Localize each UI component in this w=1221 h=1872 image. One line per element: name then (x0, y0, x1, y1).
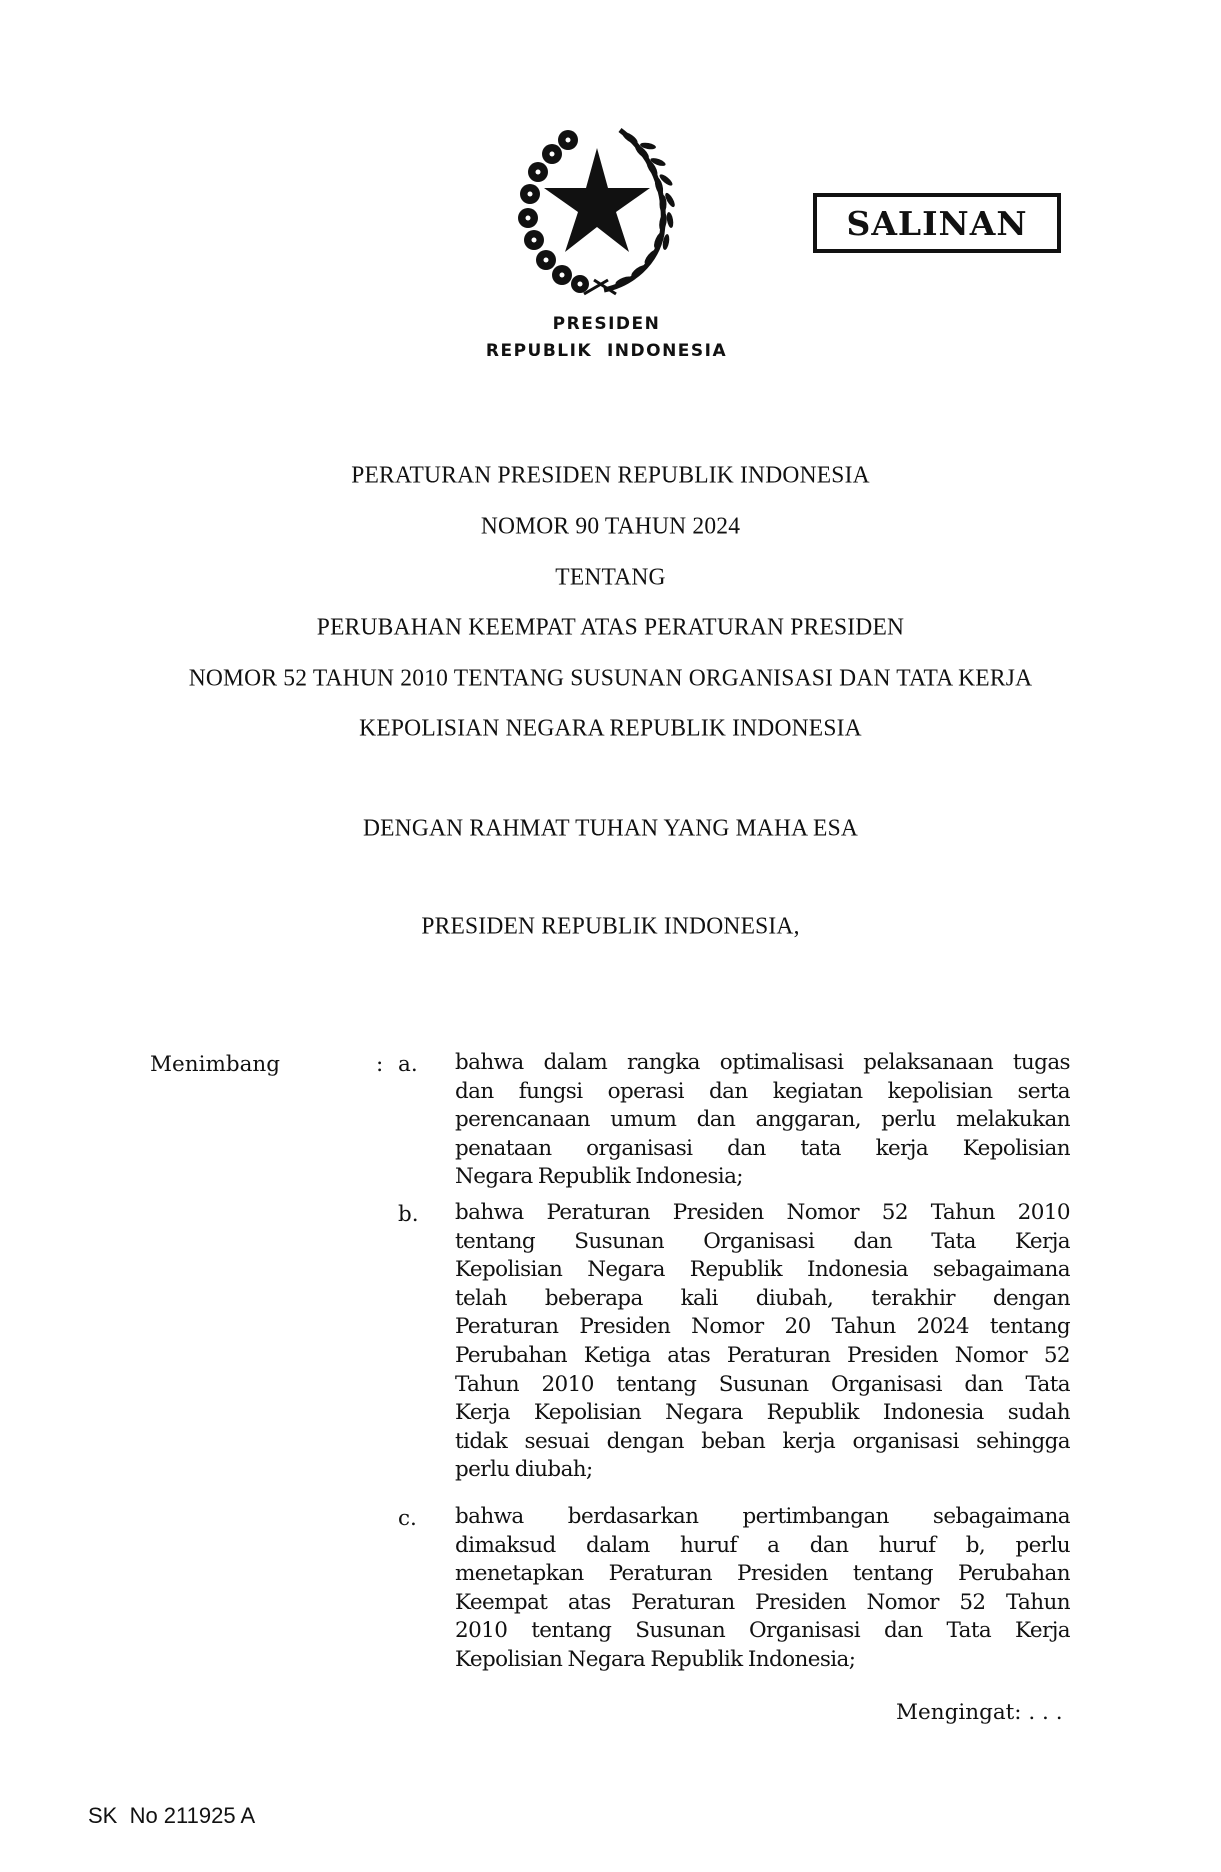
sk-number: SK No 211925 A (88, 1803, 256, 1828)
item-a-letter: a. (398, 1052, 418, 1077)
issuer-title: PRESIDEN (552, 314, 661, 334)
text-line: perencanaan umum dan anggaran, perlu melakukan (455, 1107, 1070, 1133)
consideration-item-a (455, 1049, 1070, 1192)
presidential-emblem-icon (512, 124, 676, 296)
invocation: DENGAN RAHMAT TUHAN YANG MAHA ESA (362, 814, 859, 842)
regulation-subject-line-1: PERUBAHAN KEEMPAT ATAS PERATURAN PRESIDEN (316, 613, 905, 641)
text-line: bahwa Peraturan Presiden Nomor 52 Tahun 2010 (455, 1200, 1070, 1225)
text-line: 2010 tentang Susunan Organisasi dan Tata Kerja (455, 1618, 1070, 1644)
text-line: perlu diubah; (455, 1457, 593, 1483)
text-line: telah beberapa kali diubah, terakhir dengan (455, 1285, 1070, 1311)
text-line: Negara Republik Indonesia; (455, 1164, 743, 1190)
regulation-about-label: TENTANG (555, 563, 666, 591)
text-line: dan fungsi operasi dan kegiatan kepolisian serta (455, 1078, 1070, 1104)
continuation-marker: Mengingat: . . . (896, 1700, 1063, 1725)
consideration-item-c (455, 1503, 1070, 1675)
text-line: Keempat atas Peraturan Presiden Nomor 52 Tahun (455, 1589, 1070, 1615)
issuer-subtitle: REPUBLIK INDONESIA (485, 341, 728, 361)
salinan-label: SALINAN (846, 203, 1028, 243)
text-line: tidak sesuai dengan beban kerja organisasi sehingga (455, 1428, 1070, 1454)
text-line: menetapkan Peraturan Presiden tentang Perubahan (455, 1561, 1070, 1587)
authority-line: PRESIDEN REPUBLIK INDONESIA, (421, 912, 800, 940)
text-line: Tahun 2010 tentang Susunan Organisasi dan Tata (455, 1371, 1070, 1397)
regulation-number: NOMOR 90 TAHUN 2024 (480, 512, 741, 540)
regulation-subject-line-3: KEPOLISIAN NEGARA REPUBLIK INDONESIA (359, 714, 862, 742)
text-line: bahwa berdasarkan pertimbangan sebagaimana (455, 1504, 1070, 1529)
regulation-subject-line-2: NOMOR 52 TAHUN 2010 TENTANG SUSUNAN ORGANISASI DAN TATA KERJA (188, 664, 1033, 692)
salinan-stamp (813, 193, 1061, 253)
regulation-title: PERATURAN PRESIDEN REPUBLIK INDONESIA (351, 461, 870, 489)
considerations-colon: : (376, 1052, 384, 1077)
consideration-item-b (455, 1199, 1070, 1485)
text-line: bahwa dalam rangka optimalisasi pelaksanaan tugas (455, 1050, 1070, 1075)
text-line: Kerja Kepolisian Negara Republik Indonesia sudah (455, 1400, 1070, 1426)
text-line: Peraturan Presiden Nomor 20 Tahun 2024 tentang (455, 1314, 1070, 1340)
text-line: tentang Susunan Organisasi dan Tata Kerja (455, 1228, 1070, 1254)
text-line: penataan organisasi dan tata kerja Kepolisian (455, 1135, 1070, 1161)
text-line: Perubahan Ketiga atas Peraturan Presiden Nomor 52 (455, 1342, 1070, 1368)
item-c-letter: c. (398, 1506, 417, 1531)
text-line: dimaksud dalam huruf a dan huruf b, perlu (455, 1532, 1070, 1558)
considerations-label: Menimbang (150, 1052, 281, 1077)
item-b-letter: b. (398, 1202, 419, 1227)
text-line: Kepolisian Negara Republik Indonesia; (455, 1646, 856, 1672)
text-line: Kepolisian Negara Republik Indonesia sebagaimana (455, 1257, 1070, 1283)
